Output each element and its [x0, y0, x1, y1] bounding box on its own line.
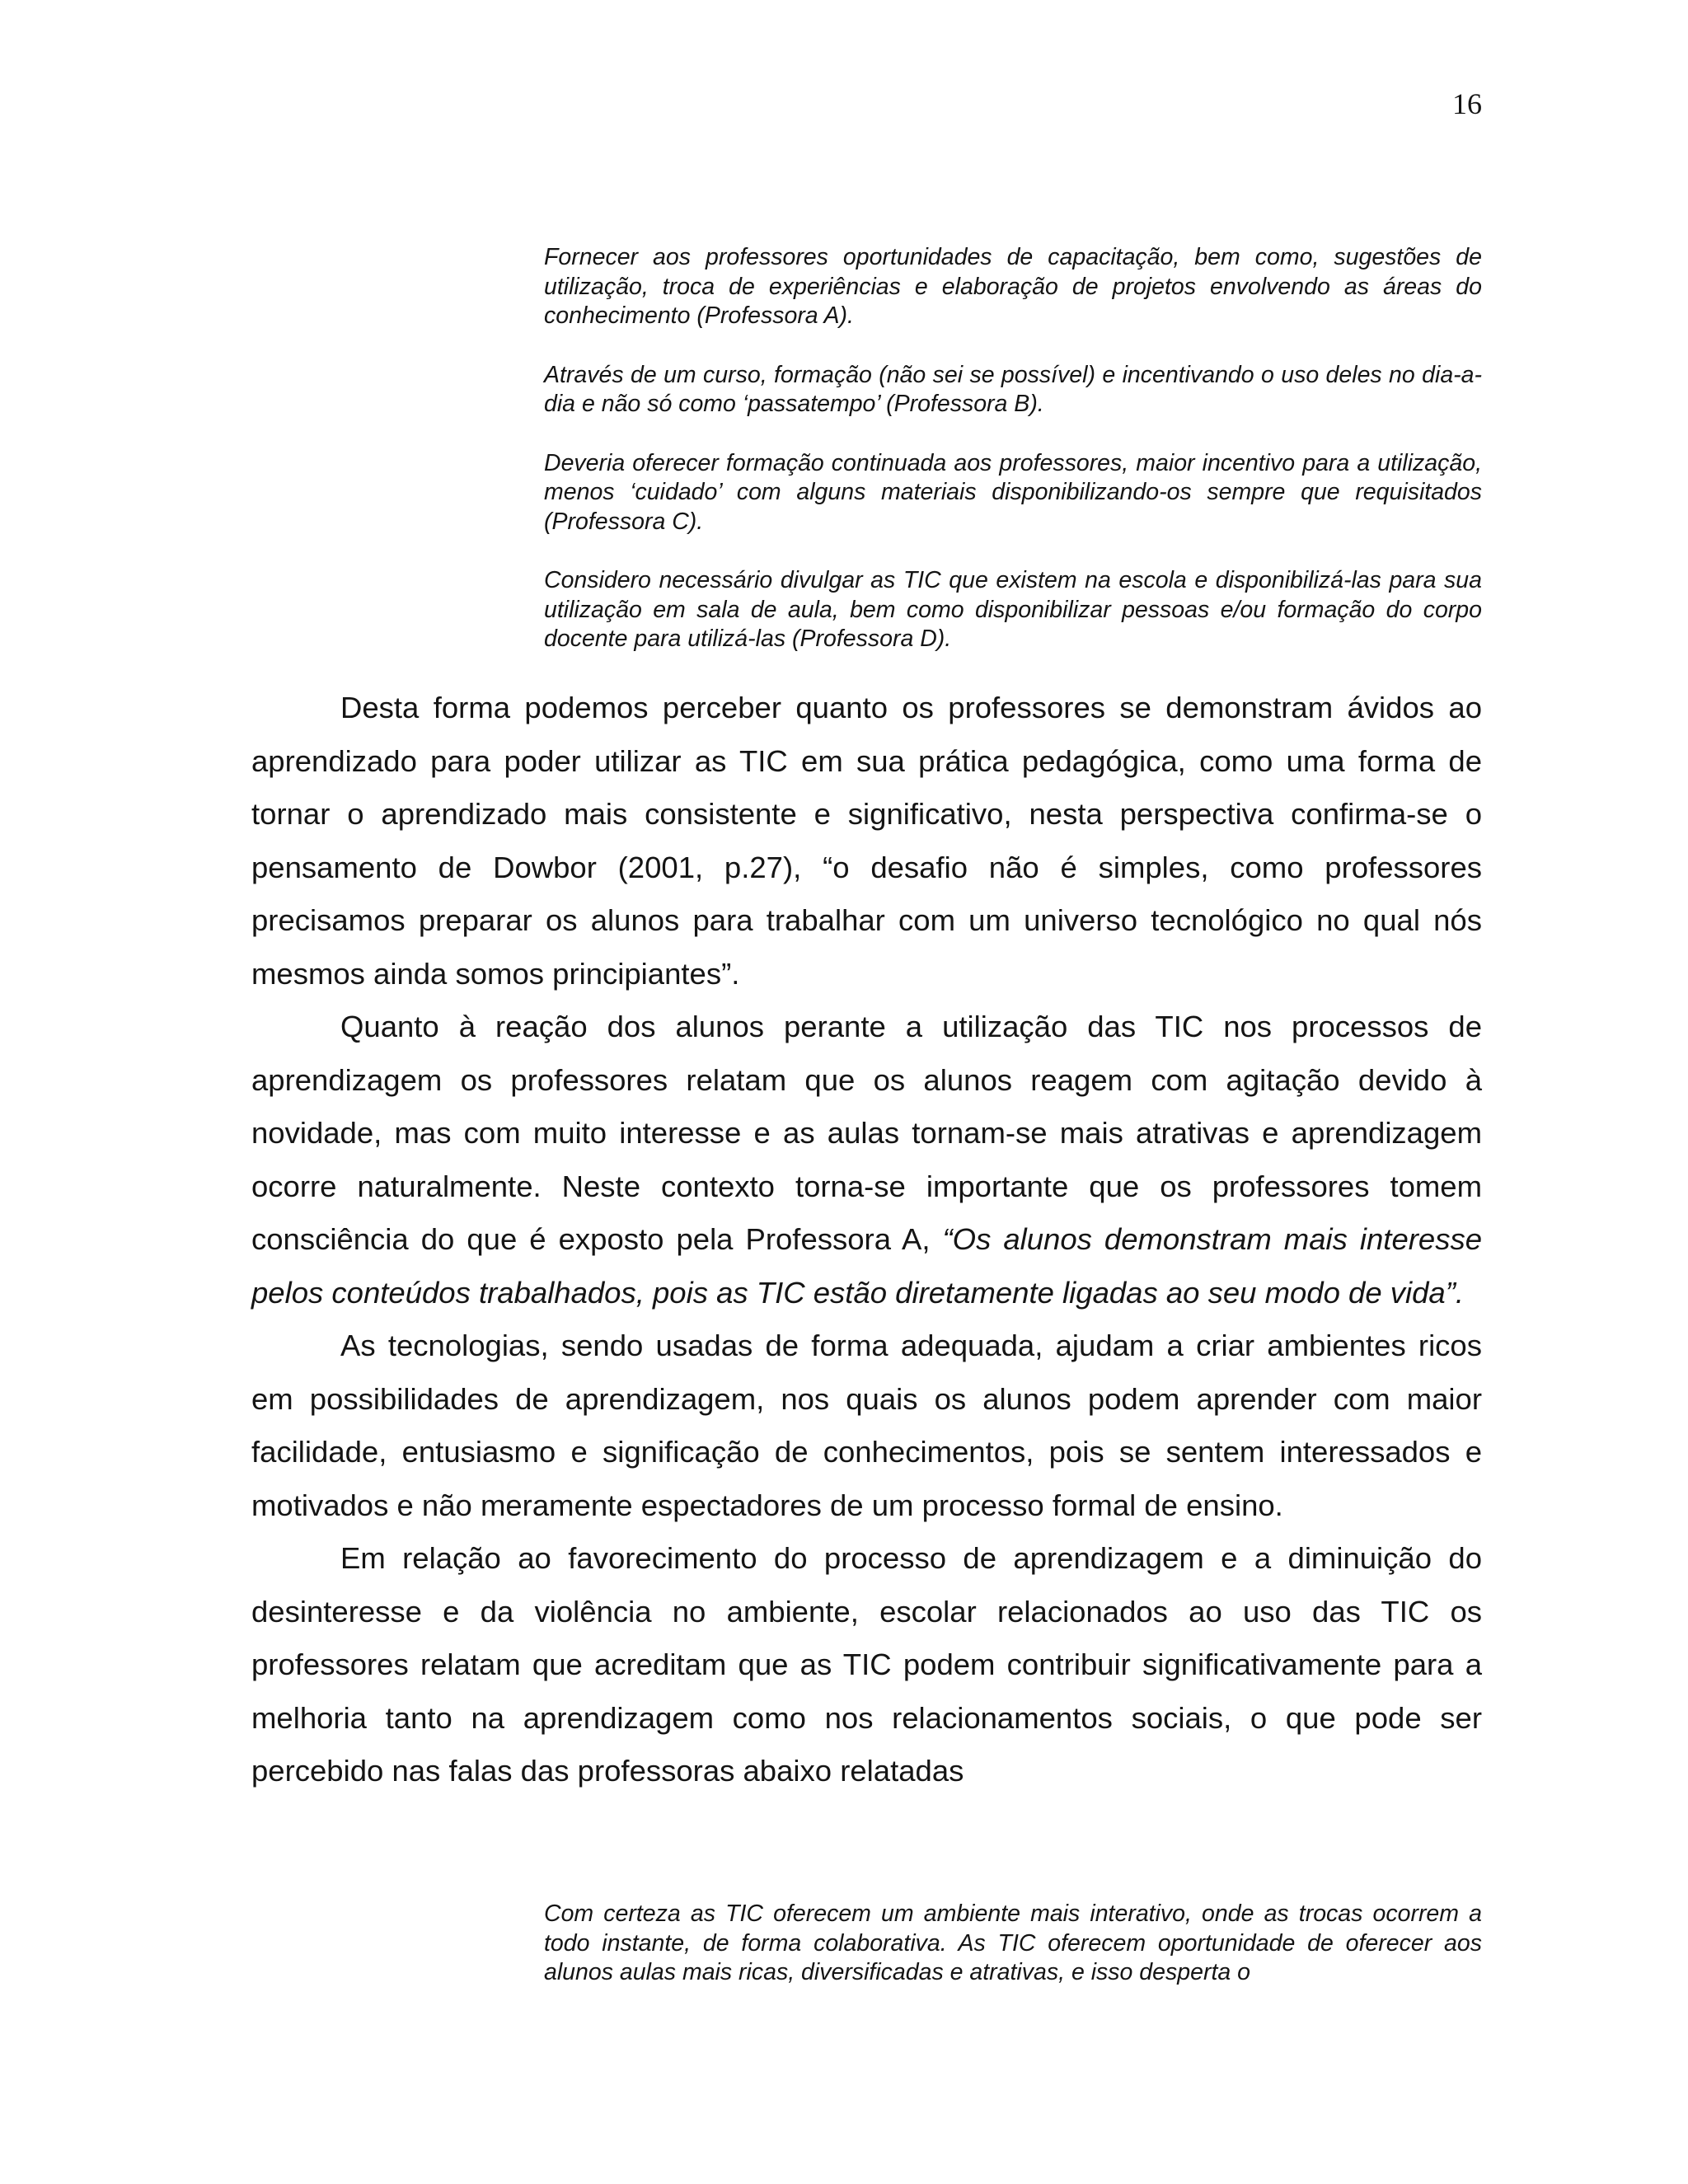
quote-bottom-1: Com certeza as TIC oferecem um ambiente mais interativo, onde as trocas ocorrem a todo instante, de forma colaborativa. As TIC oferecem oportunidade de oferecer aos alunos aulas mais ricas, diversificadas e atrativas, e isso desperta o — [544, 1900, 1482, 1985]
page-number: 16 — [1452, 87, 1482, 120]
paragraph-3: As tecnologias, sendo usadas de forma adequada, ajudam a criar ambientes ricos em possibilidades de aprendizagem, nos quais os alunos podem aprender com maior facilidade, entusiasmo e significação de conhecimentos, pois se sentem interessados e motivados e não meramente espectadores de um processo formal de ensino. — [251, 1329, 1482, 1522]
body-text — [251, 682, 1482, 1798]
paragraph-2-quote: “Os alunos demonstram mais interesse pelos conteúdos trabalhados, pois as TIC estão diretamente ligadas ao seu modo de vida”. — [251, 1222, 1482, 1310]
paragraph-1: Desta forma podemos perceber quanto os professores se demonstram ávidos ao aprendizado para poder utilizar as TIC em sua prática pedagógica, como uma forma de tornar o aprendizado mais consistente e significativo, nesta perspectiva confirma-se o pensamento de Dowbor (2001, p.27), “o desafio não é simples, como professores precisamos preparar os alunos para trabalhar com um universo tecnológico no qual nós mesmos ainda somos principiantes”. — [251, 691, 1482, 991]
paragraph-2 — [251, 1001, 1482, 1319]
quote-professora-a: Fornecer aos professores oportunidades de capacitação, bem como, sugestões de utilização, troca de experiências e elaboração de projetos envolvendo as áreas do conhecimento (Professora A). — [544, 244, 1482, 329]
quote-professora-d: Considero necessário divulgar as TIC que existem na escola e disponibilizá-las para sua utilização em sala de aula, bem como disponibilizar pessoas e/ou formação do corpo docente para utilizá-las (Professora D). — [544, 567, 1482, 652]
quote-professora-b: Através de um curso, formação (não sei se possível) e incentivando o uso deles no dia-a-dia e não só como ‘passatempo’ (Professora B). — [544, 361, 1482, 417]
quote-professora-c: Deveria oferecer formação continuada aos professores, maior incentivo para a utilização, menos ‘cuidado’ com alguns materiais disponibilizando-os sempre que requisitados (Professora C). — [544, 449, 1482, 535]
block-quote-bottom — [544, 1900, 1482, 1988]
paragraph-2-text: Quanto à reação dos alunos perante a utilização das TIC nos processos de aprendizagem os professores relatam que os alunos reagem com agitação devido à novidade, mas com muito interesse e as aulas tornam-se mais atrativas e aprendizagem ocorre naturalmente. Neste contexto torna-se importante que os professores tomem consciência do que é exposto pela Professora A, — [251, 1010, 1482, 1256]
paragraph-4: Em relação ao favorecimento do processo de aprendizagem e a diminuição do desinteresse e da violência no ambiente, escolar relacionados ao uso das TIC os professores relatam que acreditam que as TIC podem contribuir significativamente para a melhoria tanto na aprendizagem como nos relacionamentos sociais, o que pode ser percebido nas falas das professoras abaixo relatadas — [251, 1541, 1482, 1788]
block-quote-top — [544, 243, 1482, 654]
